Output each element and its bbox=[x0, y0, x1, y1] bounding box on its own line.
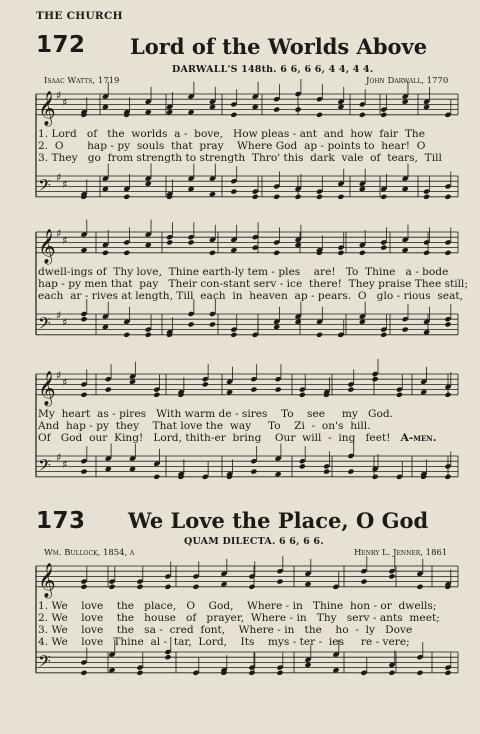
note-head bbox=[209, 250, 216, 256]
note-head bbox=[166, 239, 173, 245]
note-head bbox=[153, 474, 160, 480]
note-head bbox=[230, 332, 237, 338]
sharp-icon: ♯ bbox=[56, 227, 62, 240]
note-head bbox=[444, 250, 451, 256]
note-head bbox=[304, 662, 311, 668]
note-head bbox=[129, 379, 136, 385]
note-head bbox=[347, 469, 354, 475]
note-head bbox=[209, 104, 216, 110]
note-head bbox=[337, 250, 344, 256]
lyric-line-s1-3: 3. They go from strength to strength Thro' this dark vale of tears, Till bbox=[38, 152, 442, 164]
note-head bbox=[80, 316, 87, 322]
note-head bbox=[273, 324, 280, 330]
note-head bbox=[359, 250, 366, 256]
bass-clef-icon: 𝄢 bbox=[38, 312, 51, 337]
note-head bbox=[388, 670, 395, 676]
note-head bbox=[145, 242, 152, 248]
note-head bbox=[332, 667, 339, 673]
note-head bbox=[423, 250, 430, 256]
note-head bbox=[423, 329, 430, 335]
note-head bbox=[136, 584, 143, 590]
note-head bbox=[347, 387, 354, 393]
note-head bbox=[80, 392, 87, 398]
note-head bbox=[276, 579, 283, 585]
note-head bbox=[192, 584, 199, 590]
note-head bbox=[145, 332, 152, 338]
note-head bbox=[402, 99, 409, 105]
note-head bbox=[80, 247, 87, 253]
note-head bbox=[295, 319, 302, 325]
note-head bbox=[273, 107, 280, 113]
lyric-line-s2-2: hap - py men that pay Their con-stant serv - ice there! They praise Thee still; bbox=[38, 278, 469, 290]
note-head bbox=[187, 239, 194, 245]
note-head bbox=[420, 389, 427, 395]
note-head bbox=[380, 245, 387, 251]
bass-clef-icon: 𝄢 bbox=[38, 454, 51, 479]
note-head bbox=[230, 189, 237, 195]
note-head bbox=[250, 469, 257, 475]
note-head bbox=[220, 581, 227, 587]
sharp-icon: ♯ bbox=[56, 89, 62, 102]
note-head bbox=[252, 194, 259, 200]
lyric-line-173-2: 2. We love the house of prayer, Where - in Thy serv - ants meet; bbox=[38, 612, 440, 624]
note-head bbox=[248, 584, 255, 590]
note-head bbox=[187, 186, 194, 192]
note-head bbox=[295, 242, 302, 248]
note-head bbox=[423, 104, 430, 110]
note-head bbox=[105, 387, 112, 393]
sharp-icon: ♯ bbox=[62, 458, 68, 471]
lyric-text: Of God our King! Lord, thith-er bring Our will - ing feet! bbox=[38, 432, 391, 444]
sharp-icon: ♯ bbox=[56, 171, 62, 184]
sharp-icon: ♯ bbox=[62, 316, 68, 329]
sharp-icon: ♯ bbox=[56, 309, 62, 322]
sharp-icon: ♯ bbox=[62, 178, 68, 191]
note-head bbox=[337, 194, 344, 200]
note-head bbox=[299, 463, 306, 469]
note-head bbox=[273, 194, 280, 200]
music-credit: John Darwall, 1770 bbox=[366, 76, 449, 86]
note-head bbox=[359, 186, 366, 192]
words-credit: Isaac Watts, 1719 bbox=[44, 76, 120, 86]
note-head bbox=[360, 579, 367, 585]
note-head bbox=[444, 321, 451, 327]
note-head bbox=[275, 387, 282, 393]
note-head bbox=[402, 186, 409, 192]
lyric-line-173-4: 4. We love Thine al - tar, Lord, Its mys - ter - ies re - vere; bbox=[38, 636, 410, 648]
note-head bbox=[102, 104, 109, 110]
note-head bbox=[202, 381, 209, 387]
note-head bbox=[337, 104, 344, 110]
lyric-line-s2-3: each ar - rives at length, Till each in heaven ap - pears. O glo - rious seat, bbox=[38, 290, 464, 302]
music-credit: Henry L. Jenner, 1861 bbox=[354, 548, 448, 558]
note-head bbox=[102, 250, 109, 256]
note-head bbox=[316, 194, 323, 200]
lyric-line-s2-1: dwell-ings of Thy love, Thine earth-ly tem - ples are! To Thine a - bode bbox=[38, 266, 449, 278]
note-head bbox=[166, 109, 173, 115]
note-head bbox=[164, 584, 171, 590]
note-head bbox=[230, 247, 237, 253]
treble-clef-icon: 𝄞 bbox=[38, 562, 56, 598]
sharp-icon: ♯ bbox=[62, 96, 68, 109]
lyric-line-173-1: 1. We love the place, O God, Where - in Thine hon - or dwells; bbox=[38, 600, 437, 612]
note-head bbox=[372, 376, 379, 382]
note-head bbox=[380, 332, 387, 338]
note-head bbox=[380, 112, 387, 118]
note-head bbox=[372, 474, 379, 480]
note-head bbox=[402, 327, 409, 333]
note-head bbox=[153, 392, 160, 398]
note-head bbox=[402, 247, 409, 253]
lyric-line-s3-1: My heart as - pires With warm de - sires To see my God. bbox=[38, 408, 393, 420]
note-head bbox=[359, 112, 366, 118]
treble-clef-icon: 𝄞 bbox=[38, 370, 56, 406]
hymn-title: We Love the Place, O God bbox=[128, 508, 429, 533]
note-head bbox=[299, 392, 306, 398]
note-head bbox=[295, 107, 302, 113]
note-head bbox=[396, 392, 403, 398]
hymn-number: 172 bbox=[36, 32, 86, 58]
note-head bbox=[123, 250, 130, 256]
note-head bbox=[273, 250, 280, 256]
note-head bbox=[136, 670, 143, 676]
note-head bbox=[187, 109, 194, 115]
sharp-icon: ♯ bbox=[62, 234, 68, 247]
note-head bbox=[316, 332, 323, 338]
note-head bbox=[145, 181, 152, 187]
note-head bbox=[250, 387, 257, 393]
note-head bbox=[108, 667, 115, 673]
bass-clef-icon: 𝄢 bbox=[38, 650, 51, 675]
note-head bbox=[164, 654, 171, 660]
note-head bbox=[102, 324, 109, 330]
note-head bbox=[102, 186, 109, 192]
hymn-number: 173 bbox=[36, 508, 86, 534]
note-head bbox=[416, 670, 423, 676]
note-head bbox=[108, 584, 115, 590]
note-head bbox=[105, 466, 112, 472]
hymn-title: Lord of the Worlds Above bbox=[130, 34, 428, 59]
sharp-icon: ♯ bbox=[62, 376, 68, 389]
note-head bbox=[248, 670, 255, 676]
note-head bbox=[209, 191, 216, 197]
note-head bbox=[304, 581, 311, 587]
bass-clef-icon: 𝄢 bbox=[38, 174, 51, 199]
note-head bbox=[187, 321, 194, 327]
note-head bbox=[416, 584, 423, 590]
note-head bbox=[129, 466, 136, 472]
words-credit: Wm. Bullock, 1854, a bbox=[44, 548, 135, 558]
amen-label: A-men. bbox=[400, 432, 437, 444]
note-head bbox=[316, 112, 323, 118]
note-head bbox=[423, 194, 430, 200]
tune-name: DARWALL'S 148th. 6 6, 6 6, 4 4, 4 4. bbox=[172, 64, 374, 75]
treble-clef-icon: 𝄞 bbox=[38, 228, 56, 264]
section-label: THE CHURCH bbox=[36, 10, 123, 22]
lyric-line-s3-3 bbox=[38, 432, 436, 444]
note-head bbox=[252, 104, 259, 110]
lyric-line-173-3: 3. We love the sa - cred font, Where - in the ho - ly Dove bbox=[38, 624, 413, 636]
note-head bbox=[80, 469, 87, 475]
note-head bbox=[380, 194, 387, 200]
note-head bbox=[230, 112, 237, 118]
note-head bbox=[145, 109, 152, 115]
note-head bbox=[359, 319, 366, 325]
note-head bbox=[295, 194, 302, 200]
sharp-icon: ♯ bbox=[56, 451, 62, 464]
sharp-icon: ♯ bbox=[56, 369, 62, 382]
treble-clef-icon: 𝄞 bbox=[38, 90, 56, 126]
note-head bbox=[80, 670, 87, 676]
note-head bbox=[276, 670, 283, 676]
note-head bbox=[444, 392, 451, 398]
note-head bbox=[123, 332, 130, 338]
lyric-line-s1-1: 1. Lord of the worlds a - bove, How pleas - ant and how fair The bbox=[38, 128, 425, 140]
note-head bbox=[80, 584, 87, 590]
lyric-line-s3-2: And hap - py they That love the way To Zi - on's hill. bbox=[38, 420, 371, 432]
note-head bbox=[123, 194, 130, 200]
lyric-line-s1-2: 2. O hap - py souls that pray Where God ap - points to hear! O bbox=[38, 140, 426, 152]
note-head bbox=[323, 469, 330, 475]
note-head bbox=[275, 471, 282, 477]
note-head bbox=[444, 670, 451, 676]
note-head bbox=[388, 573, 395, 579]
note-head bbox=[444, 194, 451, 200]
note-head bbox=[209, 321, 216, 327]
tune-name: QUAM DILECTA. 6 6, 6 6. bbox=[184, 536, 324, 547]
note-head bbox=[226, 389, 233, 395]
note-head bbox=[444, 474, 451, 480]
